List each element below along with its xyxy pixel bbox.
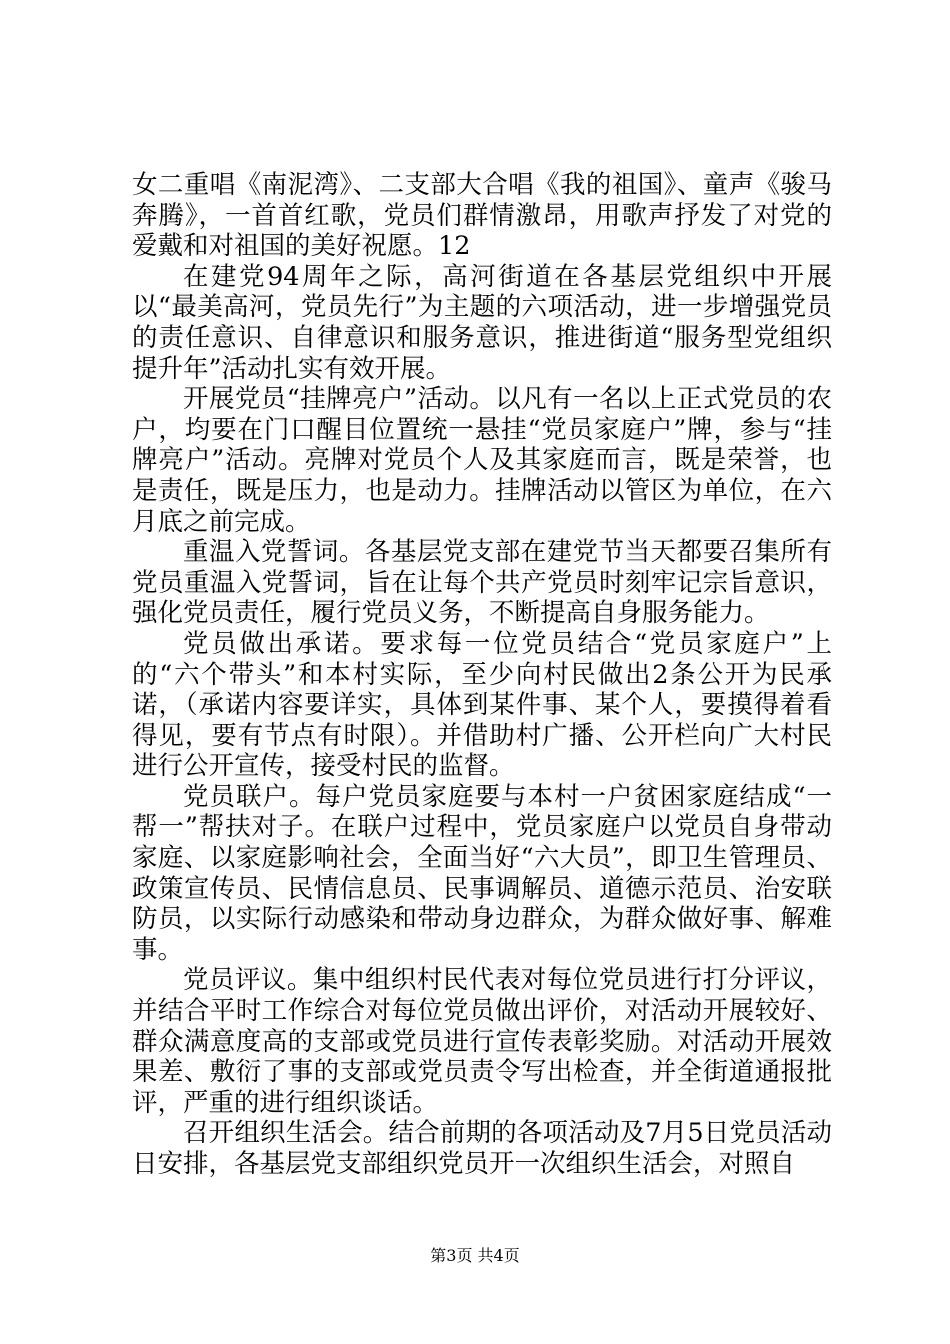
paragraph-intro: 在建党94周年之际，高河街道在各基层党组织中开展以“最美高河，党员先行”为主题的六项活动，进一步增强党员的责任意识、自律意识和服务意识，推进街道“服务型党组织提升年”活动扎实有效开展。 (132, 261, 832, 384)
paragraph-life-meeting: 召开组织生活会。结合前期的各项活动及7月5日党员活动日安排，各基层党支部组织党员开一次组织生活会，对照自 (132, 1118, 832, 1179)
paragraph-evaluation: 党员评议。集中组织村民代表对每位党员进行打分评议，并结合平时工作综合对每位党员做出评价，对活动开展较好、群众满意度高的支部或党员进行宣传表彰奖励。对活动开展效果差、敷衍了事的支部或党员责令写出检查，并全街道通报批评，严重的进行组织谈话。 (132, 965, 832, 1118)
paragraph-household-pairing: 党员联户。每户党员家庭要与本村一户贫困家庭结成“一帮一”帮扶对子。在联户过程中，党员家庭户以党员自身带动家庭、以家庭影响社会，全面当好“六大员”，即卫生管理员、政策宣传员、民情信息员、民事调解员、道德示范员、治安联防员，以实际行动感染和带动身边群众，为群众做好事、解难事。 (132, 781, 832, 965)
paragraph-hang-plaque: 开展党员“挂牌亮户”活动。以凡有一名以上正式党员的农户，均要在门口醒目位置统一悬挂“党员家庭户”牌，参与“挂牌亮户”活动。亮牌对党员个人及其家庭而言，既是荣誉，也是责任，既是压力，也是动力。挂牌活动以管区为单位，在六月底之前完成。 (132, 384, 832, 537)
document-body (132, 170, 832, 1180)
paragraph-commitment: 党员做出承诺。要求每一位党员结合“党员家庭户”上的“六个带头”和本村实际，至少向村民做出2条公开为民承诺，（承诺内容要详实，具体到某件事、某个人，要摸得着看得见，要有节点有时限）。并借助村广播、公开栏向广大村民进行公开宣传，接受村民的监督。 (132, 628, 832, 782)
paragraph-oath: 重温入党誓词。各基层党支部在建党节当天都要召集所有党员重温入党誓词，旨在让每个共产党员时刻牢记宗旨意识，强化党员责任，履行党员义务，不断提高自身服务能力。 (132, 537, 832, 629)
paragraph-continuation: 女二重唱《南泥湾》、二支部大合唱《我的祖国》、童声《骏马奔腾》，一首首红歌，党员们群情激昂，用歌声抒发了对党的爱戴和对祖国的美好祝愿。12 (132, 170, 832, 262)
page-number-footer: 第3页 共4页 (430, 1246, 520, 1265)
